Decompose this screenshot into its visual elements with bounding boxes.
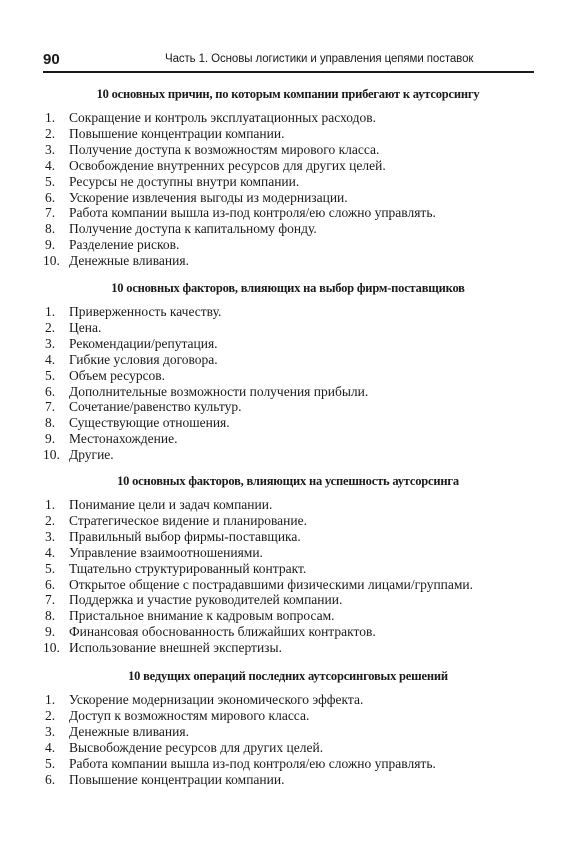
list-item-text: Объем ресурсов. (69, 367, 166, 383)
list-item-number: 10. (43, 253, 60, 269)
list-item-text: Дополнительные возможности получения прибыли. (69, 383, 369, 399)
list-item (43, 561, 543, 577)
list-item-number: 7. (45, 399, 56, 415)
list-item-text: Работа компании вышла из-под контроля/ею сложно управлять. (69, 205, 436, 221)
list-item-number: 1. (45, 692, 56, 707)
list-item-text: Денежные вливания. (69, 723, 189, 739)
list-item (43, 399, 543, 415)
list-item (43, 692, 543, 708)
list-item-number: 9. (45, 237, 56, 253)
list-item-number: 8. (45, 415, 56, 431)
list-item-number: 3. (45, 723, 56, 739)
list-item (43, 205, 543, 221)
list-item-number: 5. (45, 173, 56, 189)
list-item-text: Цена. (69, 319, 102, 335)
section-heading: 10 основных факторов, влияющих на успешность аутсорсинга (117, 474, 459, 488)
list-item-text: Понимание цели и задач компании. (69, 497, 273, 512)
list-item-number: 6. (45, 383, 56, 399)
list-item-number: 10. (43, 447, 60, 463)
list-item-number: 9. (45, 431, 56, 447)
list-item (43, 529, 543, 545)
list-item (43, 190, 543, 206)
list-item (43, 772, 543, 788)
list-item-text: Местонахождение. (69, 431, 178, 447)
list-item (43, 352, 543, 368)
list-item (43, 513, 543, 529)
list-item-number: 2. (45, 707, 56, 723)
list-item (43, 640, 543, 656)
list-item-text: Гибкие условия договора. (69, 351, 218, 367)
list-item-number: 6. (45, 189, 56, 205)
list-item-text: Поддержка и участие руководителей компании. (69, 592, 343, 608)
section-success-factors (43, 473, 543, 656)
list-item-text: Получение доступа к возможностям мирового класса. (69, 141, 380, 157)
list-item-text: Финансовая обоснованность ближайших контрактов. (69, 624, 376, 640)
list-item-text: Денежные вливания. (69, 253, 189, 269)
section-outsourcing-reasons (43, 86, 543, 269)
list-item-number: 2. (45, 319, 56, 335)
list-item (43, 174, 543, 190)
list-item-text: Сочетание/равенство культур. (69, 399, 242, 415)
list-item-text: Пристальное внимание к кадровым вопросам. (69, 608, 335, 624)
list-item-number: 4. (45, 739, 56, 755)
list-item-text: Тщательно структурированный контракт. (69, 560, 307, 576)
list-item (43, 415, 543, 431)
list-item (43, 221, 543, 237)
list-item-text: Повышение концентрации компании. (69, 771, 285, 787)
list-item-number: 4. (45, 544, 56, 560)
page-number: 90 (43, 51, 60, 68)
list-item-text: Рекомендации/репутация. (69, 335, 218, 351)
numbered-list (43, 692, 543, 787)
list-item-text: Ускорение извлечения выгоды из модернизации. (69, 189, 348, 205)
list-item-number: 8. (45, 608, 56, 624)
list-item-number: 5. (45, 367, 56, 383)
section-heading: 10 ведущих операций последних аутсорсинговых решений (128, 669, 448, 683)
list-item (43, 756, 543, 772)
list-item (43, 237, 543, 253)
list-item-number: 1. (45, 110, 56, 125)
header-rule (43, 71, 534, 73)
list-item (43, 608, 543, 624)
section-supplier-selection-factors (43, 280, 543, 463)
list-item (43, 336, 543, 352)
list-item-text: Существующие отношения. (69, 415, 230, 431)
list-item (43, 304, 543, 320)
list-item-text: Разделение рисков. (69, 237, 180, 253)
list-item-text: Приверженность качеству. (69, 304, 222, 319)
list-item (43, 368, 543, 384)
list-item (43, 384, 543, 400)
list-item-number: 9. (45, 624, 56, 640)
list-item-text: Освобождение внутренних ресурсов для других целей. (69, 157, 386, 173)
list-item-number: 4. (45, 157, 56, 173)
list-item-text: Стратегическое видение и планирование. (69, 512, 307, 528)
list-item-text: Правильный выбор фирмы-поставщика. (69, 528, 301, 544)
list-item-text: Работа компании вышла из-под контроля/ею сложно управлять. (69, 755, 436, 771)
list-item-text: Ресурсы не доступны внутри компании. (69, 173, 300, 189)
list-item-number: 1. (45, 304, 56, 319)
running-title: Часть 1. Основы логистики и управления цепями поставок (165, 53, 474, 65)
list-item (43, 447, 543, 463)
list-item-number: 8. (45, 221, 56, 237)
list-item-text: Повышение концентрации компании. (69, 125, 285, 141)
list-item-number: 4. (45, 351, 56, 367)
numbered-list (43, 304, 543, 463)
list-item-text: Ускорение модернизации экономического эффекта. (69, 692, 364, 707)
list-item (43, 545, 543, 561)
list-item (43, 142, 543, 158)
list-item-number: 5. (45, 560, 56, 576)
list-item (43, 158, 543, 174)
list-item (43, 110, 543, 126)
list-item (43, 497, 543, 513)
section-heading: 10 основных факторов, влияющих на выбор фирм-поставщиков (111, 281, 465, 295)
list-item-number: 3. (45, 141, 56, 157)
list-item-number: 6. (45, 771, 56, 787)
list-item (43, 708, 543, 724)
numbered-list (43, 110, 543, 269)
list-item-text: Другие. (69, 447, 114, 463)
list-item-number: 5. (45, 755, 56, 771)
list-item-text: Использование внешней экспертизы. (69, 640, 282, 656)
list-item (43, 592, 543, 608)
list-item (43, 431, 543, 447)
list-item-number: 7. (45, 205, 56, 221)
page-header (43, 50, 533, 72)
list-item-number: 6. (45, 576, 56, 592)
list-item-number: 2. (45, 512, 56, 528)
list-item (43, 624, 543, 640)
list-item (43, 320, 543, 336)
section-heading: 10 основных причин, по которым компании прибегают к аутсорсингу (96, 87, 480, 101)
list-item (43, 740, 543, 756)
section-leading-operations (43, 668, 543, 787)
list-item-number: 2. (45, 125, 56, 141)
list-item-number: 3. (45, 335, 56, 351)
numbered-list (43, 497, 543, 656)
list-item-text: Получение доступа к капитальному фонду. (69, 221, 317, 237)
list-item-text: Сокращение и контроль эксплуатационных расходов. (69, 110, 376, 125)
list-item-text: Высвобождение ресурсов для других целей. (69, 739, 324, 755)
list-item-number: 3. (45, 528, 56, 544)
list-item (43, 126, 543, 142)
list-item-text: Доступ к возможностям мирового класса. (69, 707, 310, 723)
list-item-text: Открытое общение с пострадавшими физическими лицами/группами. (69, 576, 474, 592)
list-item (43, 253, 543, 269)
list-item-number: 7. (45, 592, 56, 608)
list-item-text: Управление взаимоотношениями. (69, 544, 263, 560)
list-item-number: 1. (45, 497, 56, 512)
list-item (43, 724, 543, 740)
list-item (43, 577, 543, 593)
list-item-number: 10. (43, 640, 60, 656)
